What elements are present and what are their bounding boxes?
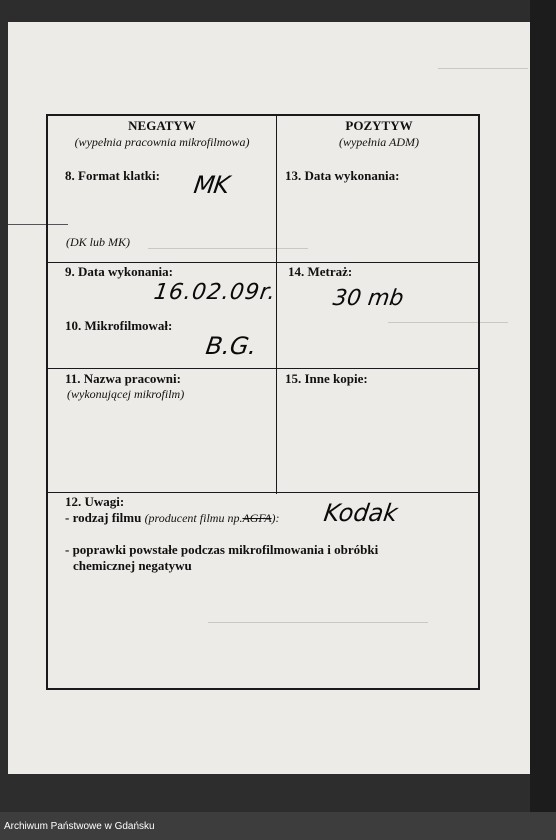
format-klatki-value: MK: [192, 171, 231, 199]
metraz-label: 14. Metraż:: [288, 264, 353, 279]
microfilm-record-form: [46, 114, 480, 690]
data-wykonania-negatyw-label: 9. Data wykonania:: [65, 264, 173, 279]
row-divider-1: [48, 262, 478, 263]
row-divider-2: [48, 368, 478, 369]
negatyw-subtitle: (wypełnia pracownia mikrofilmowa): [74, 135, 250, 149]
pozytyw-title: POZYTYW: [345, 118, 413, 133]
rodzaj-filmu-hint-end: ):: [271, 511, 280, 525]
nazwa-pracowni-hint: (wykonującej mikrofilm): [67, 387, 185, 401]
rodzaj-filmu-prefix: - rodzaj filmu: [65, 510, 142, 525]
mikrofilmowal-value: B.G.: [204, 332, 259, 360]
nazwa-pracowni-label: 11. Nazwa pracowni:: [65, 371, 181, 386]
uwagi-label: 12. Uwagi:: [65, 494, 125, 509]
negatyw-title: NEGATYW: [128, 118, 196, 133]
rodzaj-filmu-line: [65, 510, 280, 526]
row-divider-3: [48, 492, 478, 493]
rodzaj-filmu-value: Kodak: [322, 499, 400, 527]
rodzaj-filmu-hint: (producent filmu np.: [144, 511, 243, 525]
inne-kopie-label: 15. Inne kopie:: [285, 371, 368, 386]
film-edge-right: [530, 0, 556, 812]
format-klatki-label: 8. Format klatki:: [65, 168, 160, 183]
pozytyw-subtitle: (wypełnia ADM): [338, 135, 420, 149]
data-wykonania-pozytyw-label: 13. Data wykonania:: [285, 168, 400, 183]
rodzaj-filmu-hint-struck: AGFA: [242, 511, 272, 525]
mikrofilmowal-label: 10. Mikrofilmował:: [65, 318, 173, 333]
archive-footer: [0, 812, 556, 840]
data-wykonania-negatyw-value: 16.02.09r.: [152, 280, 278, 305]
poprawki-line-1: - poprawki powstałe podczas mikrofilmowania i obróbki: [65, 542, 379, 557]
poprawki-line-2: chemicznej negatywu: [73, 558, 192, 573]
metraz-value: 30 mb: [331, 286, 406, 311]
column-divider-upper: [276, 116, 277, 494]
scan-artifact: [438, 68, 528, 69]
archive-name: Archiwum Państwowe w Gdańsku: [4, 821, 155, 832]
format-klatki-hint: (DK lub MK): [66, 235, 130, 249]
